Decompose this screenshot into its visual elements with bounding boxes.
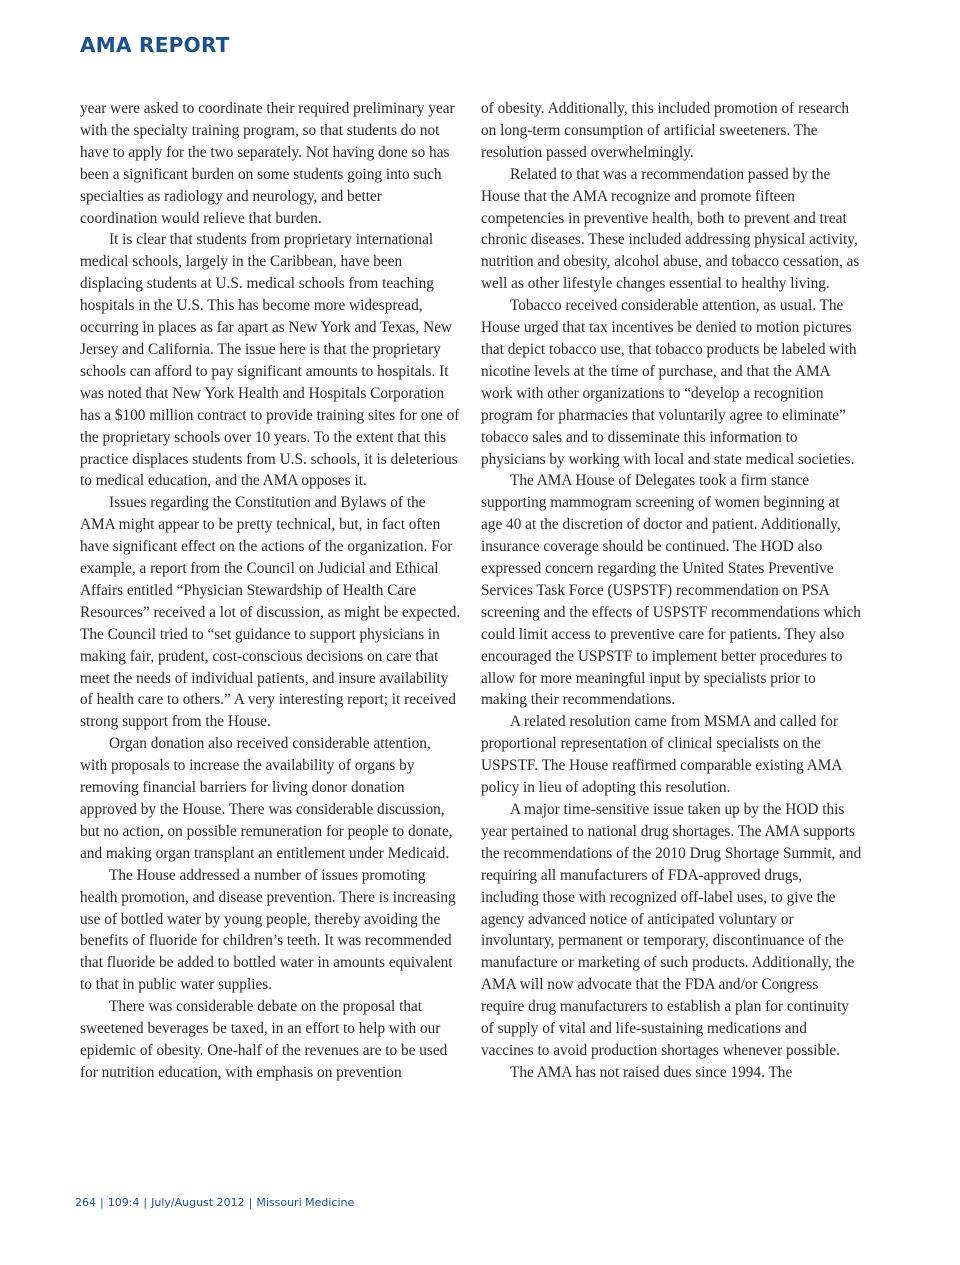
right-text-column <box>481 98 862 1084</box>
page-footer <box>75 1196 354 1209</box>
footer-date: July/August 2012 <box>151 1196 245 1209</box>
body-paragraph: It is clear that students from proprietary international medical schools, largely in the Caribbean, have been displacing students at U.S. medical schools from teaching hospitals in the U.S. This has become more widespread, occurring in places as far apart as New York and Texas, New Jersey and California. The issue here is that the proprietary schools can afford to pay significant amounts to hospitals. It was noted that New York Health and Hospitals Corporation has a $100 million contract to provide training sites for one of the proprietary schools over 10 years. To the extent that this practice displaces students from U.S. schools, it is deleterious to medical education, and the AMA opposes it. <box>80 231 460 490</box>
body-paragraph: The House addressed a number of issues promoting health promotion, and disease prevention. There is increasing use of bottled water by young people, thereby avoiding the benefits of fluoride for children’s teeth. It was recommended that fluoride be added to bottled water in amounts equivalent to that in public water supplies. <box>80 866 456 994</box>
footer-issue: 109:4 <box>107 1196 140 1209</box>
body-paragraph: A major time-sensitive issue taken up by the HOD this year pertained to national drug shortages. The AMA supports the recommendations of the 2010 Drug Shortage Summit, and requiring all manufacturers of FDA-approved drugs, including those with recognized off-label uses, to give the agency advanced notice of anticipated voluntary or involuntary, permanent or temporary, discontinuance of the manufacture or marketing of such products. Additionally, the AMA will now advocate that the FDA and/or Congress require drug manufacturers to establish a plan for continuity of supply of vital and life-sustaining medications and vaccines to avoid production shortages whenever possible. <box>481 801 862 1059</box>
body-paragraph: There was considerable debate on the proposal that sweetened beverages be taxed, in an effort to help with our epidemic of obesity. One-half of the revenues are to be used for nutrition education, with emphasis on prevention <box>80 998 448 1081</box>
footer-page-number: 264 <box>75 1196 96 1209</box>
body-paragraph: of obesity. Additionally, this included promotion of research on long-term consumption of artificial sweeteners. The resolution passed overwhelmingly. <box>481 100 850 161</box>
body-paragraph: Tobacco received considerable attention, as usual. The House urged that tax incentives be denied to motion pictures that depict tobacco use, that tobacco products be labeled with nicotine levels at the time of purchase, and that the AMA work with other organizations to “develop a recognition program for pharmacies that voluntarily agree to eliminate” tobacco sales and to disseminate this information to physicians by working with local and state medical societies. <box>481 297 857 468</box>
body-paragraph: Organ donation also received considerable attention, with proposals to increase the availability of organs by removing financial barriers for living donor donation approved by the House. There was considerable discussion, but no action, on possible remuneration for people to donate, and making organ transplant an entitlement under Medicaid. <box>80 735 453 862</box>
footer-publication: Missouri Medicine <box>256 1196 355 1209</box>
body-paragraph: The AMA has not raised dues since 1994. The <box>510 1063 793 1081</box>
page-header-title: AMA REPORT <box>80 33 230 57</box>
footer-separator: | <box>143 1196 148 1209</box>
body-paragraph: Issues regarding the Constitution and Bylaws of the AMA might appear to be pretty technical, but, in fact often have significant effect on the actions of the organization. For example, a report from the Council on Judicial and Ethical Affairs entitled “Physician Stewardship of Health Care Resources” received a lot of discussion, as might be expected. The Council tried to “set guidance to support physicians in making fair, prudent, cost-conscious decisions on care that meet the needs of individual patients, and insure availability of health care to others.” A very interesting report; it received strong support from the House. <box>80 494 461 731</box>
footer-separator: | <box>248 1196 253 1209</box>
footer-separator: | <box>100 1196 104 1209</box>
body-paragraph: The AMA House of Delegates took a firm stance supporting mammogram screening of women beginning at age 40 at the discretion of doctor and patient. Additionally, insurance coverage should be continued. The HOD also expressed concern regarding the United States Preventive Services Task Force (USPSTF) recommendation on PSA screening and the effects of USPSTF recommendations which could limit access to preventive care for patients. They also encouraged the USPSTF to implement better procedures to allow for more meaningful input by specialists prior to making their recommendations. <box>481 472 861 709</box>
body-paragraph: A related resolution came from MSMA and called for proportional representation of clinical specialists on the USPSTF. The House reaffirmed comparable existing AMA policy in lieu of adopting this resolution. <box>481 713 842 797</box>
left-text-column <box>80 98 461 1084</box>
body-paragraph: Related to that was a recommendation passed by the House that the AMA recognize and promote fifteen competencies in preventive health, both to prevent and treat chronic diseases. These included addressing physical activity, nutrition and obesity, alcohol abuse, and tobacco cessation, as well as other lifestyle changes essential to healthy living. <box>481 165 860 293</box>
body-paragraph: year were asked to coordinate their required preliminary year with the specialty training program, so that students do not have to apply for the two separately. Not having done so has been a significant burden on some students going into such specialties as radiology and neurology, and better coordination would relieve that burden. <box>80 100 455 227</box>
